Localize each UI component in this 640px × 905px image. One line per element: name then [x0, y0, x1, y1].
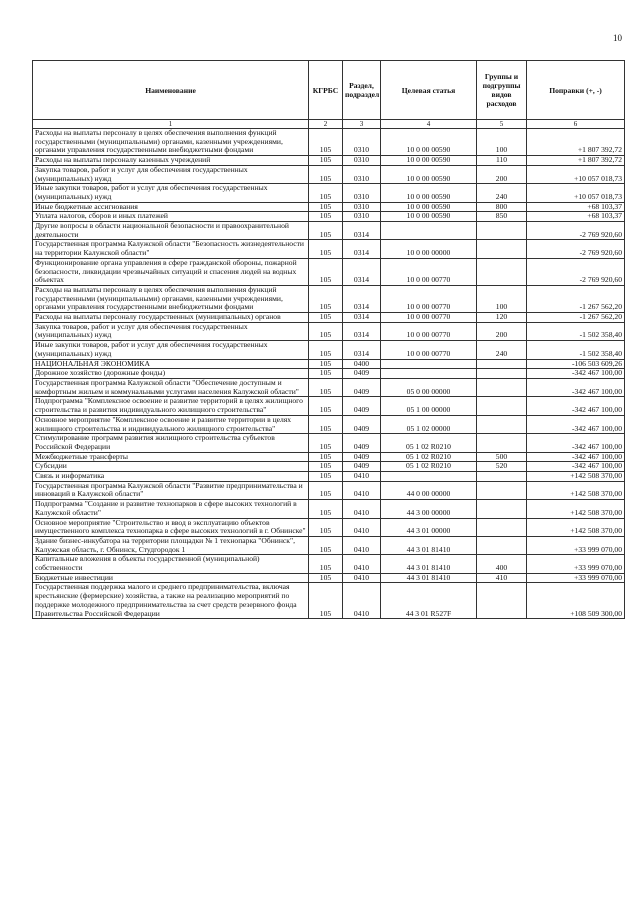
row-target: 44 3 01 81410 [381, 536, 477, 554]
row-razdel: 0314 [343, 222, 381, 240]
row-target: 44 3 01 81410 [381, 573, 477, 583]
table-row [33, 481, 625, 499]
row-amount: +142 508 370,00 [527, 472, 625, 482]
column-number: 2 [309, 120, 343, 129]
table-row [33, 285, 625, 312]
row-name: Закупка товаров, работ и услуг для обеспечения государственных (муниципальных) нужд [33, 165, 309, 183]
row-razdel: 0410 [343, 536, 381, 554]
table-row [33, 397, 625, 415]
column-header-kgrbs: КГРБС [309, 61, 343, 120]
row-amount: +1 807 392,72 [527, 156, 625, 166]
column-number: 3 [343, 120, 381, 129]
budget-table [32, 60, 625, 619]
table-row [33, 322, 625, 340]
row-target: 44 3 01 00000 [381, 518, 477, 536]
row-target: 10 0 00 00590 [381, 156, 477, 166]
row-target: 44 3 01 R527F [381, 583, 477, 619]
table-row [33, 212, 625, 222]
table-row [33, 518, 625, 536]
row-kgrbs: 105 [309, 184, 343, 202]
row-vid: 800 [477, 202, 527, 212]
row-razdel: 0409 [343, 415, 381, 433]
row-name: Основное мероприятие "Комплексное освоение и развитие территории в целях жилищного строительства и индивидуального жилищного строительства" [33, 415, 309, 433]
row-kgrbs: 105 [309, 518, 343, 536]
row-amount: -342 467 100,00 [527, 462, 625, 472]
row-name: НАЦИОНАЛЬНАЯ ЭКОНОМИКА [33, 359, 309, 369]
row-target [381, 472, 477, 482]
table-row [33, 165, 625, 183]
table-row [33, 573, 625, 583]
row-amount: +108 509 300,00 [527, 583, 625, 619]
row-name: Подпрограмма "Создание и развитие технопарков в сфере высоких технологий в Калужской области" [33, 500, 309, 518]
row-name: Закупка товаров, работ и услуг для обеспечения государственных (муниципальных) нужд [33, 322, 309, 340]
row-vid [477, 472, 527, 482]
row-name: Уплата налогов, сборов и иных платежей [33, 212, 309, 222]
row-name: Расходы на выплаты персоналу в целях обеспечения выполнения функций государственными (муниципальными) органами, казенными учреждениями, органами управления государственными внебюджетными фондами [33, 285, 309, 312]
row-target: 44 0 00 00000 [381, 481, 477, 499]
row-razdel: 0409 [343, 397, 381, 415]
row-target: 10 0 00 00590 [381, 184, 477, 202]
row-target: 10 0 00 00590 [381, 129, 477, 156]
row-razdel: 0400 [343, 359, 381, 369]
row-name: Иные закупки товаров, работ и услуг для обеспечения государственных (муниципальных) нужд [33, 184, 309, 202]
row-amount: +142 508 370,00 [527, 500, 625, 518]
row-razdel: 0314 [343, 341, 381, 359]
row-vid [477, 359, 527, 369]
row-amount: +33 999 070,00 [527, 536, 625, 554]
row-kgrbs: 105 [309, 452, 343, 462]
table-row [33, 462, 625, 472]
row-razdel: 0409 [343, 434, 381, 452]
row-target: 05 0 00 00000 [381, 378, 477, 396]
row-amount: -342 467 100,00 [527, 369, 625, 379]
row-kgrbs: 105 [309, 258, 343, 285]
table-row [33, 434, 625, 452]
row-amount: +68 103,37 [527, 202, 625, 212]
column-header-razdel: Раздел, подраздел [343, 61, 381, 120]
page-number: 10 [613, 33, 622, 43]
row-target: 05 1 02 R0210 [381, 434, 477, 452]
column-number: 5 [477, 120, 527, 129]
column-header-name: Наименование [33, 61, 309, 120]
row-kgrbs: 105 [309, 397, 343, 415]
row-kgrbs: 105 [309, 359, 343, 369]
row-target: 05 1 00 00000 [381, 397, 477, 415]
row-amount: +10 057 018,73 [527, 165, 625, 183]
row-kgrbs: 105 [309, 378, 343, 396]
table-row [33, 129, 625, 156]
row-target: 10 0 00 00770 [381, 313, 477, 323]
row-vid [477, 415, 527, 433]
row-name: Субсидии [33, 462, 309, 472]
row-razdel: 0410 [343, 472, 381, 482]
row-amount: -1 267 562,20 [527, 313, 625, 323]
row-amount: -106 503 609,26 [527, 359, 625, 369]
row-amount: +68 103,37 [527, 212, 625, 222]
row-name: Расходы на выплаты персоналу в целях обеспечения выполнения функций государственными (муниципальными) органами, казенными учреждениями, органами управления государственными внебюджетными фондами [33, 129, 309, 156]
row-target: 10 0 00 00590 [381, 212, 477, 222]
table-row [33, 258, 625, 285]
table-row [33, 341, 625, 359]
row-razdel: 0410 [343, 518, 381, 536]
row-vid: 100 [477, 285, 527, 312]
row-target: 10 0 00 00770 [381, 258, 477, 285]
row-name: Государственная программа Калужской области "Развитие предпринимательства и инноваций в Калужской области" [33, 481, 309, 499]
row-kgrbs: 105 [309, 222, 343, 240]
row-vid: 200 [477, 165, 527, 183]
row-target: 10 0 00 00770 [381, 341, 477, 359]
row-name: Государственная программа Калужской области "Обеспечение доступным и комфортным жильем и коммунальными услугами населения Калужской области" [33, 378, 309, 396]
row-amount: -342 467 100,00 [527, 434, 625, 452]
row-vid: 240 [477, 341, 527, 359]
row-kgrbs: 105 [309, 212, 343, 222]
row-razdel: 0410 [343, 481, 381, 499]
row-amount: -342 467 100,00 [527, 415, 625, 433]
row-amount: -342 467 100,00 [527, 397, 625, 415]
row-name: Дорожное хозяйство (дорожные фонды) [33, 369, 309, 379]
row-name: Подпрограмма "Комплексное освоение и развитие территорий в целях жилищного строительства и развития индивидуального жилищного строительства" [33, 397, 309, 415]
row-name: Связь и информатика [33, 472, 309, 482]
row-razdel: 0310 [343, 165, 381, 183]
row-kgrbs: 105 [309, 472, 343, 482]
row-razdel: 0310 [343, 202, 381, 212]
table-row [33, 240, 625, 258]
row-amount: +33 999 070,00 [527, 555, 625, 573]
table-row [33, 583, 625, 619]
row-razdel: 0314 [343, 240, 381, 258]
row-kgrbs: 105 [309, 415, 343, 433]
row-kgrbs: 105 [309, 369, 343, 379]
row-name: Другие вопросы в области национальной безопасности и правоохранительной деятельности [33, 222, 309, 240]
table-row [33, 415, 625, 433]
row-kgrbs: 105 [309, 165, 343, 183]
table-body [33, 129, 625, 619]
row-amount: +142 508 370,00 [527, 481, 625, 499]
row-vid: 410 [477, 573, 527, 583]
table-row [33, 536, 625, 554]
row-vid: 520 [477, 462, 527, 472]
row-vid: 110 [477, 156, 527, 166]
row-razdel: 0310 [343, 184, 381, 202]
row-name: Расходы на выплаты персоналу казенных учреждений [33, 156, 309, 166]
row-target: 10 0 00 00770 [381, 322, 477, 340]
row-kgrbs: 105 [309, 202, 343, 212]
row-amount: -2 769 920,60 [527, 240, 625, 258]
table-row [33, 222, 625, 240]
row-vid [477, 258, 527, 285]
row-vid: 120 [477, 313, 527, 323]
row-vid [477, 536, 527, 554]
table-row [33, 202, 625, 212]
row-vid: 100 [477, 129, 527, 156]
column-number: 1 [33, 120, 309, 129]
row-kgrbs: 105 [309, 434, 343, 452]
row-kgrbs: 105 [309, 555, 343, 573]
row-amount: +33 999 070,00 [527, 573, 625, 583]
row-vid [477, 481, 527, 499]
table-row [33, 452, 625, 462]
row-name: Здание бизнес-инкубатора на территории площадки № 1 технопарка "Обнинск", Калужская область, г. Обнинск, Студгородок 1 [33, 536, 309, 554]
row-amount: -1 502 358,40 [527, 322, 625, 340]
row-name: Иные закупки товаров, работ и услуг для обеспечения государственных (муниципальных) нужд [33, 341, 309, 359]
row-target [381, 359, 477, 369]
row-vid: 240 [477, 184, 527, 202]
row-amount: +142 508 370,00 [527, 518, 625, 536]
row-target: 10 0 00 00000 [381, 240, 477, 258]
table-row [33, 472, 625, 482]
row-name: Капитальные вложения в объекты государственной (муниципальной) собственности [33, 555, 309, 573]
row-amount: -2 769 920,60 [527, 258, 625, 285]
table-header-row [33, 61, 625, 120]
row-target: 44 3 00 00000 [381, 500, 477, 518]
row-kgrbs: 105 [309, 156, 343, 166]
row-target: 10 0 00 00590 [381, 165, 477, 183]
row-vid [477, 583, 527, 619]
row-vid: 400 [477, 555, 527, 573]
row-target: 05 1 02 R0210 [381, 452, 477, 462]
row-vid [477, 369, 527, 379]
row-target: 05 1 02 R0210 [381, 462, 477, 472]
row-name: Стимулирование программ развития жилищного строительства субъектов Российской Федерации [33, 434, 309, 452]
row-razdel: 0409 [343, 369, 381, 379]
row-razdel: 0409 [343, 378, 381, 396]
row-amount: -342 467 100,00 [527, 452, 625, 462]
row-vid [477, 397, 527, 415]
table-row [33, 184, 625, 202]
row-target: 44 3 01 81410 [381, 555, 477, 573]
column-header-amend: Поправки (+, -) [527, 61, 625, 120]
row-kgrbs: 105 [309, 500, 343, 518]
row-vid [477, 434, 527, 452]
row-vid: 850 [477, 212, 527, 222]
row-name: Государственная поддержка малого и среднего предпринимательства, включая крестьянские (фермерские) хозяйства, а также на реализацию мероприятий по поддержке молодежного предпринимательства за счет средств резервного фонда Правительства Российской Федерации [33, 583, 309, 619]
row-target: 10 0 00 00590 [381, 202, 477, 212]
row-amount: -342 467 100,00 [527, 378, 625, 396]
row-target [381, 369, 477, 379]
row-kgrbs: 105 [309, 240, 343, 258]
row-vid [477, 240, 527, 258]
row-vid [477, 378, 527, 396]
row-razdel: 0314 [343, 285, 381, 312]
column-number: 6 [527, 120, 625, 129]
row-vid [477, 500, 527, 518]
row-name: Государственная программа Калужской области "Безопасность жизнедеятельности на территории Калужской области" [33, 240, 309, 258]
row-razdel: 0410 [343, 573, 381, 583]
row-kgrbs: 105 [309, 313, 343, 323]
row-razdel: 0410 [343, 500, 381, 518]
row-name: Межбюджетные трансферты [33, 452, 309, 462]
row-kgrbs: 105 [309, 322, 343, 340]
row-razdel: 0409 [343, 462, 381, 472]
row-kgrbs: 105 [309, 481, 343, 499]
row-razdel: 0314 [343, 322, 381, 340]
row-amount: +1 807 392,72 [527, 129, 625, 156]
column-header-target: Целевая статья [381, 61, 477, 120]
row-amount: -2 769 920,60 [527, 222, 625, 240]
row-razdel: 0314 [343, 313, 381, 323]
row-kgrbs: 105 [309, 583, 343, 619]
row-razdel: 0310 [343, 156, 381, 166]
column-number: 4 [381, 120, 477, 129]
row-name: Бюджетные инвестиции [33, 573, 309, 583]
row-kgrbs: 105 [309, 285, 343, 312]
table-row [33, 378, 625, 396]
row-amount: -1 502 358,40 [527, 341, 625, 359]
row-name: Основное мероприятие "Строительство и ввод в эксплуатацию объектов имущественного комплекса технопарка в сфере высоких технологий в г. Обнинске" [33, 518, 309, 536]
row-razdel: 0410 [343, 583, 381, 619]
row-kgrbs: 105 [309, 341, 343, 359]
row-vid: 200 [477, 322, 527, 340]
table-row [33, 156, 625, 166]
table-row [33, 500, 625, 518]
row-vid [477, 222, 527, 240]
row-name: Расходы на выплаты персоналу государственных (муниципальных) органов [33, 313, 309, 323]
row-name: Функционирование органа управления в сфере гражданской обороны, пожарной безопасности, ликвидации чрезвычайных ситуаций и спасения людей на водных объектах [33, 258, 309, 285]
row-amount: -1 267 562,20 [527, 285, 625, 312]
row-amount: +10 057 018,73 [527, 184, 625, 202]
table-row [33, 359, 625, 369]
table-row [33, 555, 625, 573]
row-razdel: 0410 [343, 555, 381, 573]
table-row [33, 313, 625, 323]
table-row [33, 369, 625, 379]
row-kgrbs: 105 [309, 129, 343, 156]
row-razdel: 0310 [343, 212, 381, 222]
row-name: Иные бюджетные ассигнования [33, 202, 309, 212]
column-header-vid: Группы и подгруппы видов расходов [477, 61, 527, 120]
row-razdel: 0409 [343, 452, 381, 462]
row-target [381, 222, 477, 240]
row-razdel: 0314 [343, 258, 381, 285]
row-kgrbs: 105 [309, 573, 343, 583]
row-target: 10 0 00 00770 [381, 285, 477, 312]
row-kgrbs: 105 [309, 462, 343, 472]
column-number-row [33, 120, 625, 129]
row-razdel: 0310 [343, 129, 381, 156]
row-vid [477, 518, 527, 536]
row-kgrbs: 105 [309, 536, 343, 554]
row-vid: 500 [477, 452, 527, 462]
row-target: 05 1 02 00000 [381, 415, 477, 433]
